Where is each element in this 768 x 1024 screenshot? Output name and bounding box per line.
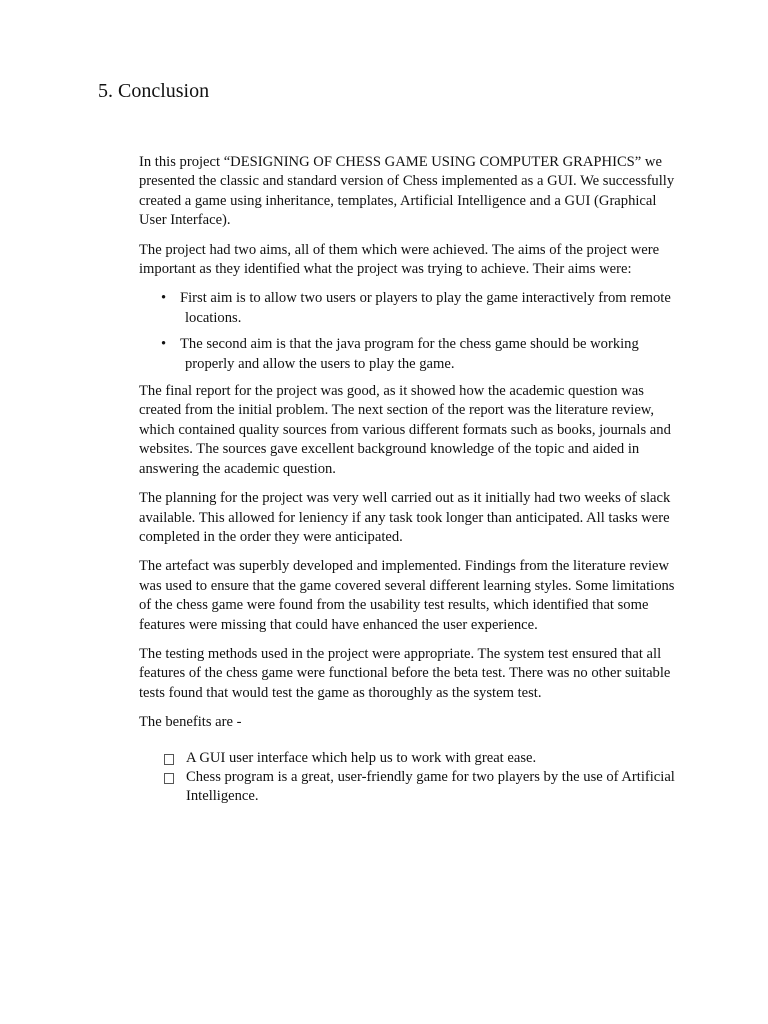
paragraph-artefact: The artefact was superbly developed and implemented. Findings from the literature review was used to ensure that the game covered several different learning styles. Some limitations of the chess game were found from the usability test results, which identified that some features were missing that could have enhanced the user experience. bbox=[139, 558, 675, 633]
paragraph-intro: In this project “DESIGNING OF CHESS GAME USING COMPUTER GRAPHICS” we presented the classic and standard version of Chess implemented as a GUI. We successfully created a game using inheritance, templates, Artificial Intelligence and a GUI (Graphical User Interface). bbox=[139, 154, 675, 229]
paragraph-testing: The testing methods used in the project were appropriate. The system test ensured that all features of the chess game were functional before the beta test. There was no other suitable tests found that would test the game as thoroughly as the system test. bbox=[139, 645, 671, 701]
aims-list bbox=[139, 289, 687, 374]
benefits-list bbox=[139, 749, 687, 807]
aims-list-item bbox=[139, 289, 687, 328]
paragraph-planning: The planning for the project was very well carried out as it initially had two weeks of slack available. This allowed for leniency if any task took longer than anticipated. All tasks were completed in the order they were anticipated. bbox=[139, 490, 671, 545]
checkbox-glyph-icon bbox=[164, 773, 174, 784]
aim-text: First aim is to allow two users or players to play the game interactively from remote locations. bbox=[180, 290, 671, 326]
bullet-icon: • bbox=[161, 290, 167, 307]
paragraph-final-report: The final report for the project was good, as it showed how the academic question was created from the initial problem. The next section of the report was the literature review, which contained quality sources from various different formats such as books, journals and websites. The sources gave excellent background knowledge of the topic and aided in answering the academic question. bbox=[139, 383, 671, 477]
benefit-text: A GUI user interface which help us to work with great ease. bbox=[186, 749, 537, 766]
section-body bbox=[139, 153, 687, 807]
section-heading: 5. Conclusion bbox=[98, 80, 210, 102]
benefits-list-item bbox=[139, 749, 687, 768]
bullet-icon: • bbox=[161, 336, 167, 353]
aims-list-item bbox=[139, 335, 687, 374]
paragraph-aims-intro: The project had two aims, all of them which were achieved. The aims of the project were important as they identified what the project was trying to achieve. Their aims were: bbox=[139, 241, 660, 278]
paragraph-benefits-intro: The benefits are - bbox=[139, 714, 242, 731]
benefit-text: Chess program is a great, user-friendly game for two players by the use of Artificial Intelligence. bbox=[186, 768, 675, 805]
aim-text: The second aim is that the java program for the chess game should be working properly and allow the users to play the game. bbox=[180, 336, 639, 372]
benefits-list-item bbox=[139, 768, 687, 807]
checkbox-glyph-icon bbox=[164, 754, 174, 765]
